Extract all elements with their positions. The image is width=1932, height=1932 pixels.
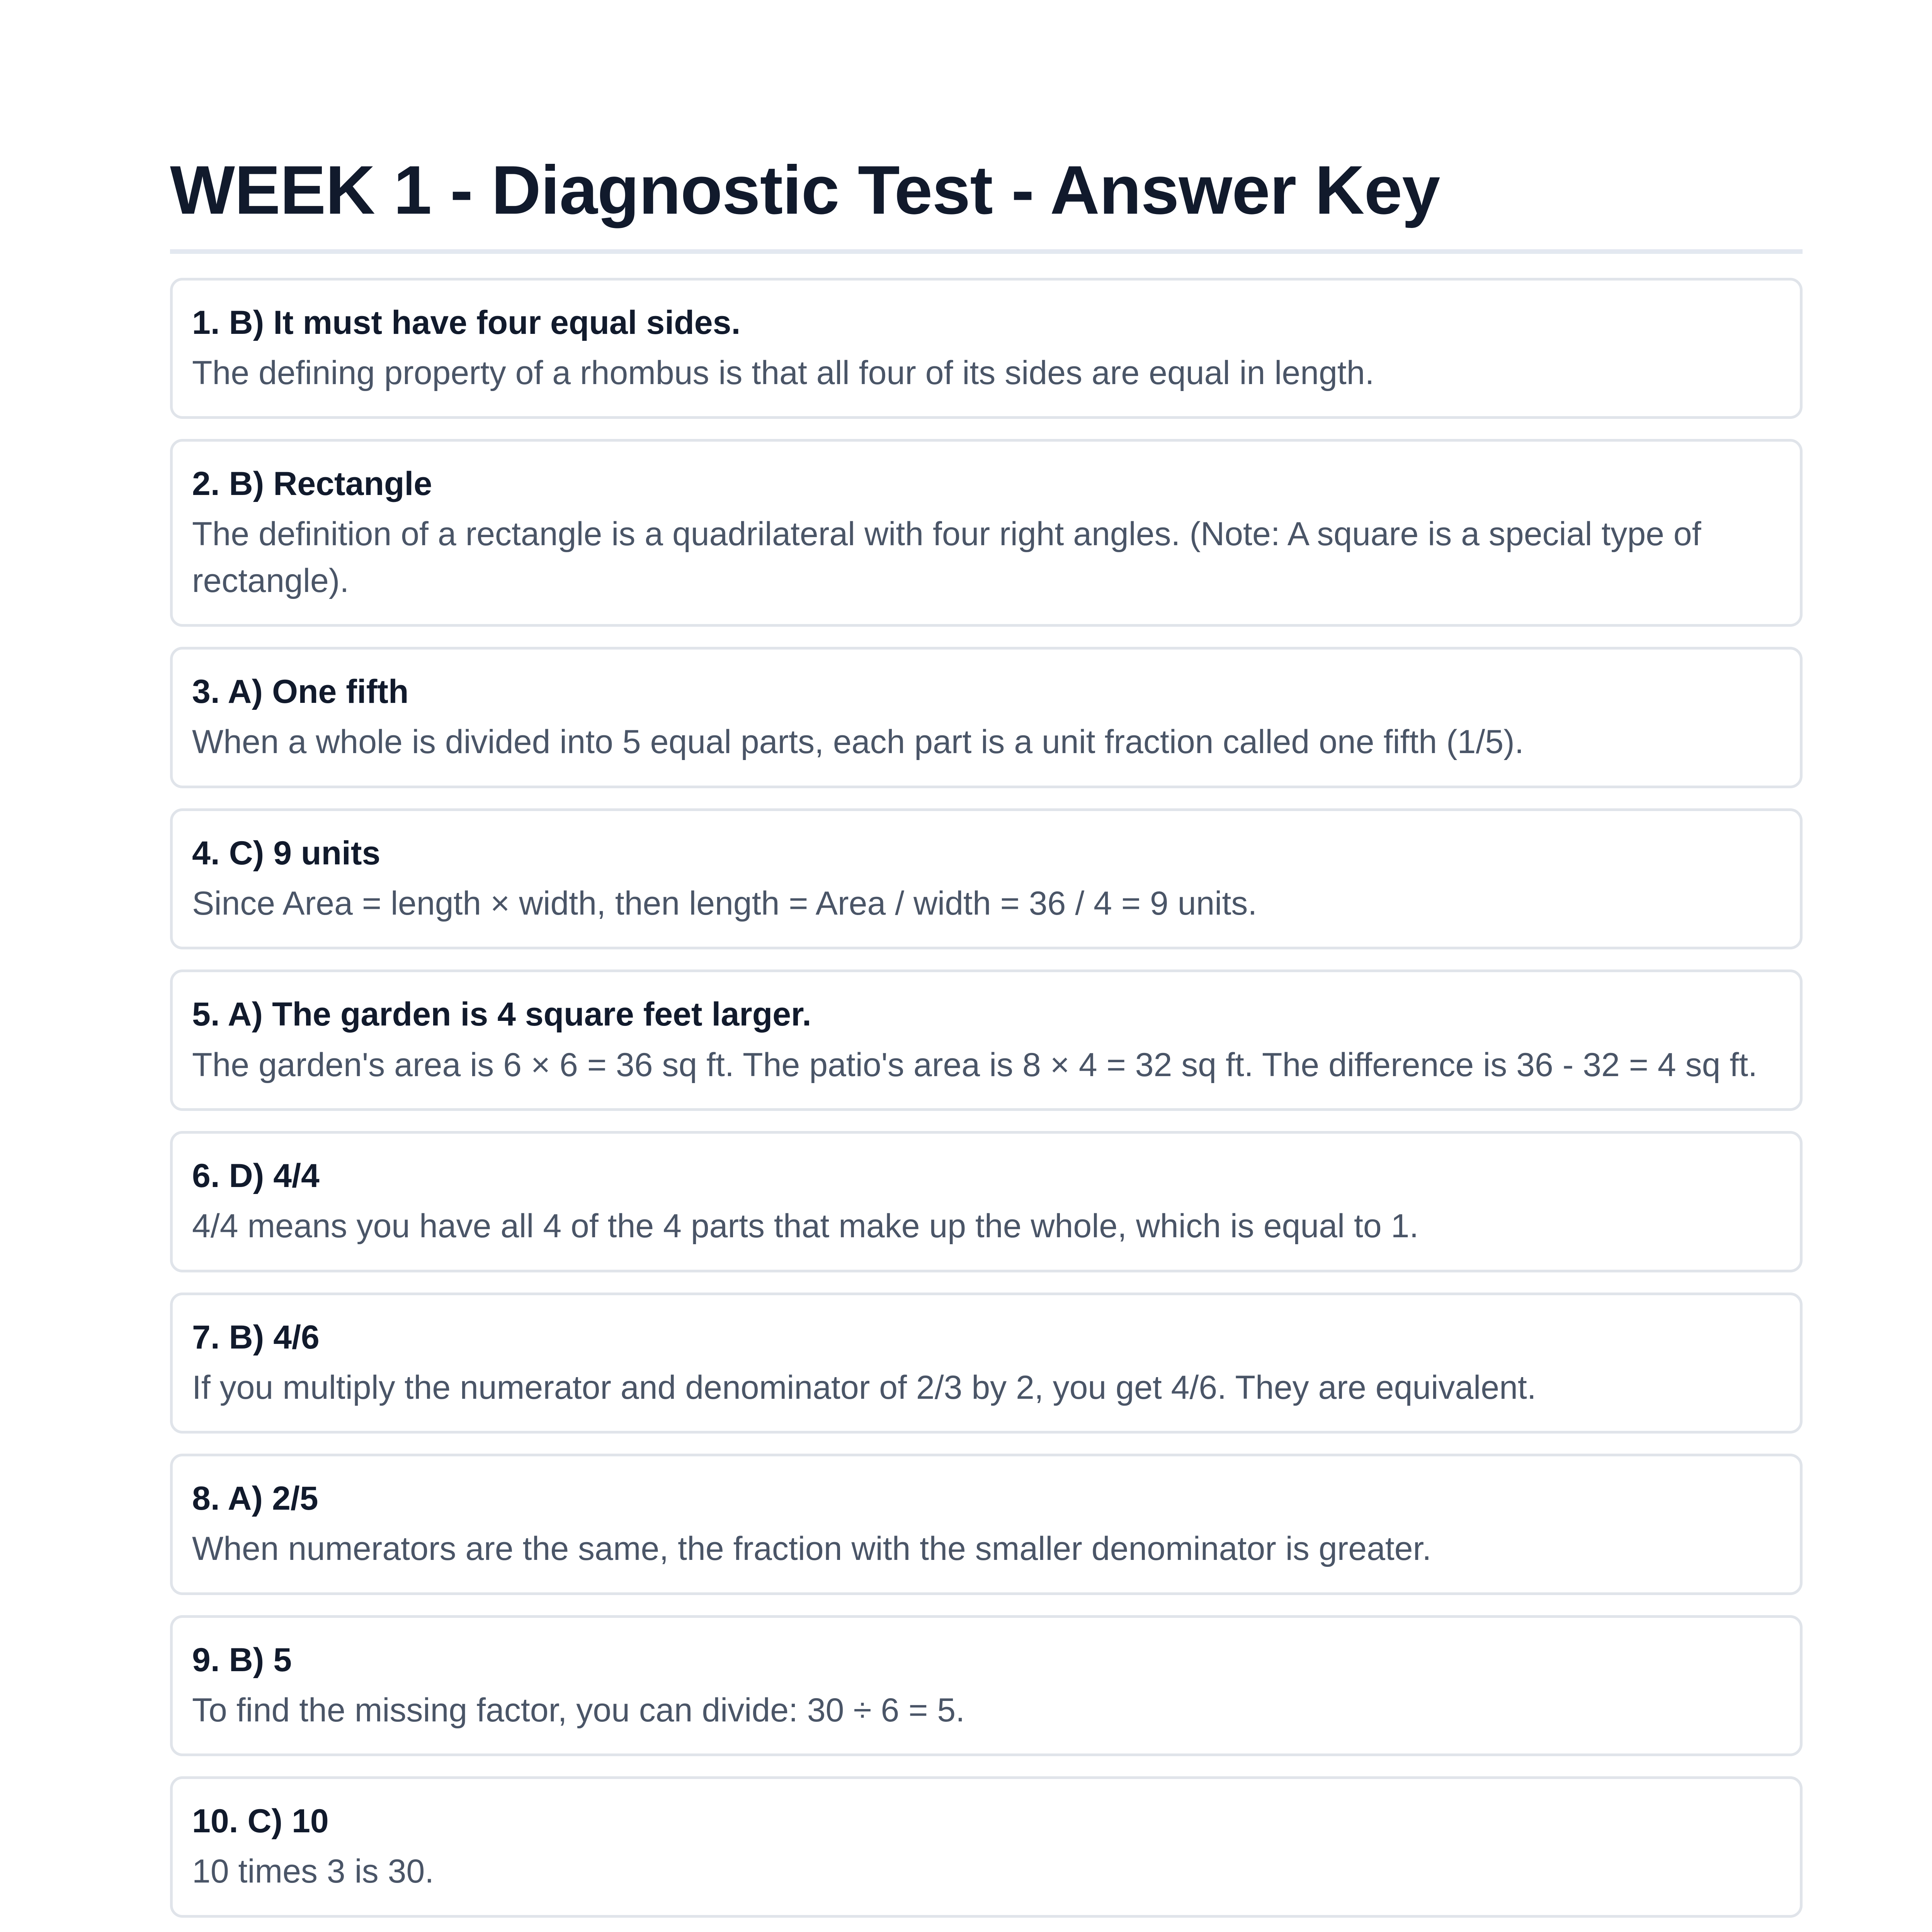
answer-card-10 bbox=[170, 1776, 1803, 1918]
answer-heading: 5. A) The garden is 4 square feet larger. bbox=[192, 996, 811, 1033]
answer-explanation: The garden's area is 6 × 6 = 36 sq ft. The patio's area is 8 × 4 = 32 sq ft. The difference is 36 - 32 = 4 sq ft. bbox=[192, 1046, 1758, 1083]
answer-explanation: 10 times 3 is 30. bbox=[192, 1853, 434, 1890]
answer-heading: 4. C) 9 units bbox=[192, 834, 381, 872]
answer-card-2 bbox=[170, 439, 1803, 627]
answer-heading: 7. B) 4/6 bbox=[192, 1318, 320, 1356]
page-title: WEEK 1 - Diagnostic Test - Answer Key bbox=[170, 151, 1440, 228]
answer-card-6 bbox=[170, 1131, 1803, 1272]
answer-heading: 1. B) It must have four equal sides. bbox=[192, 304, 741, 341]
answer-card-8 bbox=[170, 1454, 1803, 1595]
title-divider bbox=[170, 249, 1803, 254]
answer-card-3 bbox=[170, 647, 1803, 788]
answer-heading: 9. B) 5 bbox=[192, 1641, 292, 1679]
answer-card-4 bbox=[170, 808, 1803, 950]
answer-card-5 bbox=[170, 969, 1803, 1111]
answer-heading: 6. D) 4/4 bbox=[192, 1157, 320, 1194]
answer-explanation: Since Area = length × width, then length = Area / width = 36 / 4 = 9 units. bbox=[192, 885, 1257, 922]
answer-explanation: The definition of a rectangle is a quadrilateral with four right angles. (Note: A square is a special type of rectangle). bbox=[192, 515, 1701, 599]
answer-explanation: To find the missing factor, you can divide: 30 ÷ 6 = 5. bbox=[192, 1691, 965, 1729]
answer-heading: 8. A) 2/5 bbox=[192, 1480, 318, 1517]
answer-explanation: The defining property of a rhombus is that all four of its sides are equal in length. bbox=[192, 354, 1374, 391]
answer-heading: 3. A) One fifth bbox=[192, 673, 409, 711]
answer-heading: 2. B) Rectangle bbox=[192, 465, 432, 503]
answer-explanation: If you multiply the numerator and denominator of 2/3 by 2, you get 4/6. They are equivalent. bbox=[192, 1369, 1536, 1406]
answer-explanation: 4/4 means you have all 4 of the 4 parts that make up the whole, which is equal to 1. bbox=[192, 1208, 1419, 1245]
answer-card-1 bbox=[170, 278, 1803, 419]
answer-explanation: When a whole is divided into 5 equal parts, each part is a unit fraction called one fifth (1/5). bbox=[192, 723, 1524, 761]
answer-card-7 bbox=[170, 1293, 1803, 1434]
answer-explanation: When numerators are the same, the fraction with the smaller denominator is greater. bbox=[192, 1530, 1432, 1568]
answer-key-page bbox=[170, 151, 1803, 1932]
answer-card-9 bbox=[170, 1615, 1803, 1757]
answer-heading: 10. C) 10 bbox=[192, 1803, 329, 1840]
answer-list bbox=[170, 278, 1803, 1932]
